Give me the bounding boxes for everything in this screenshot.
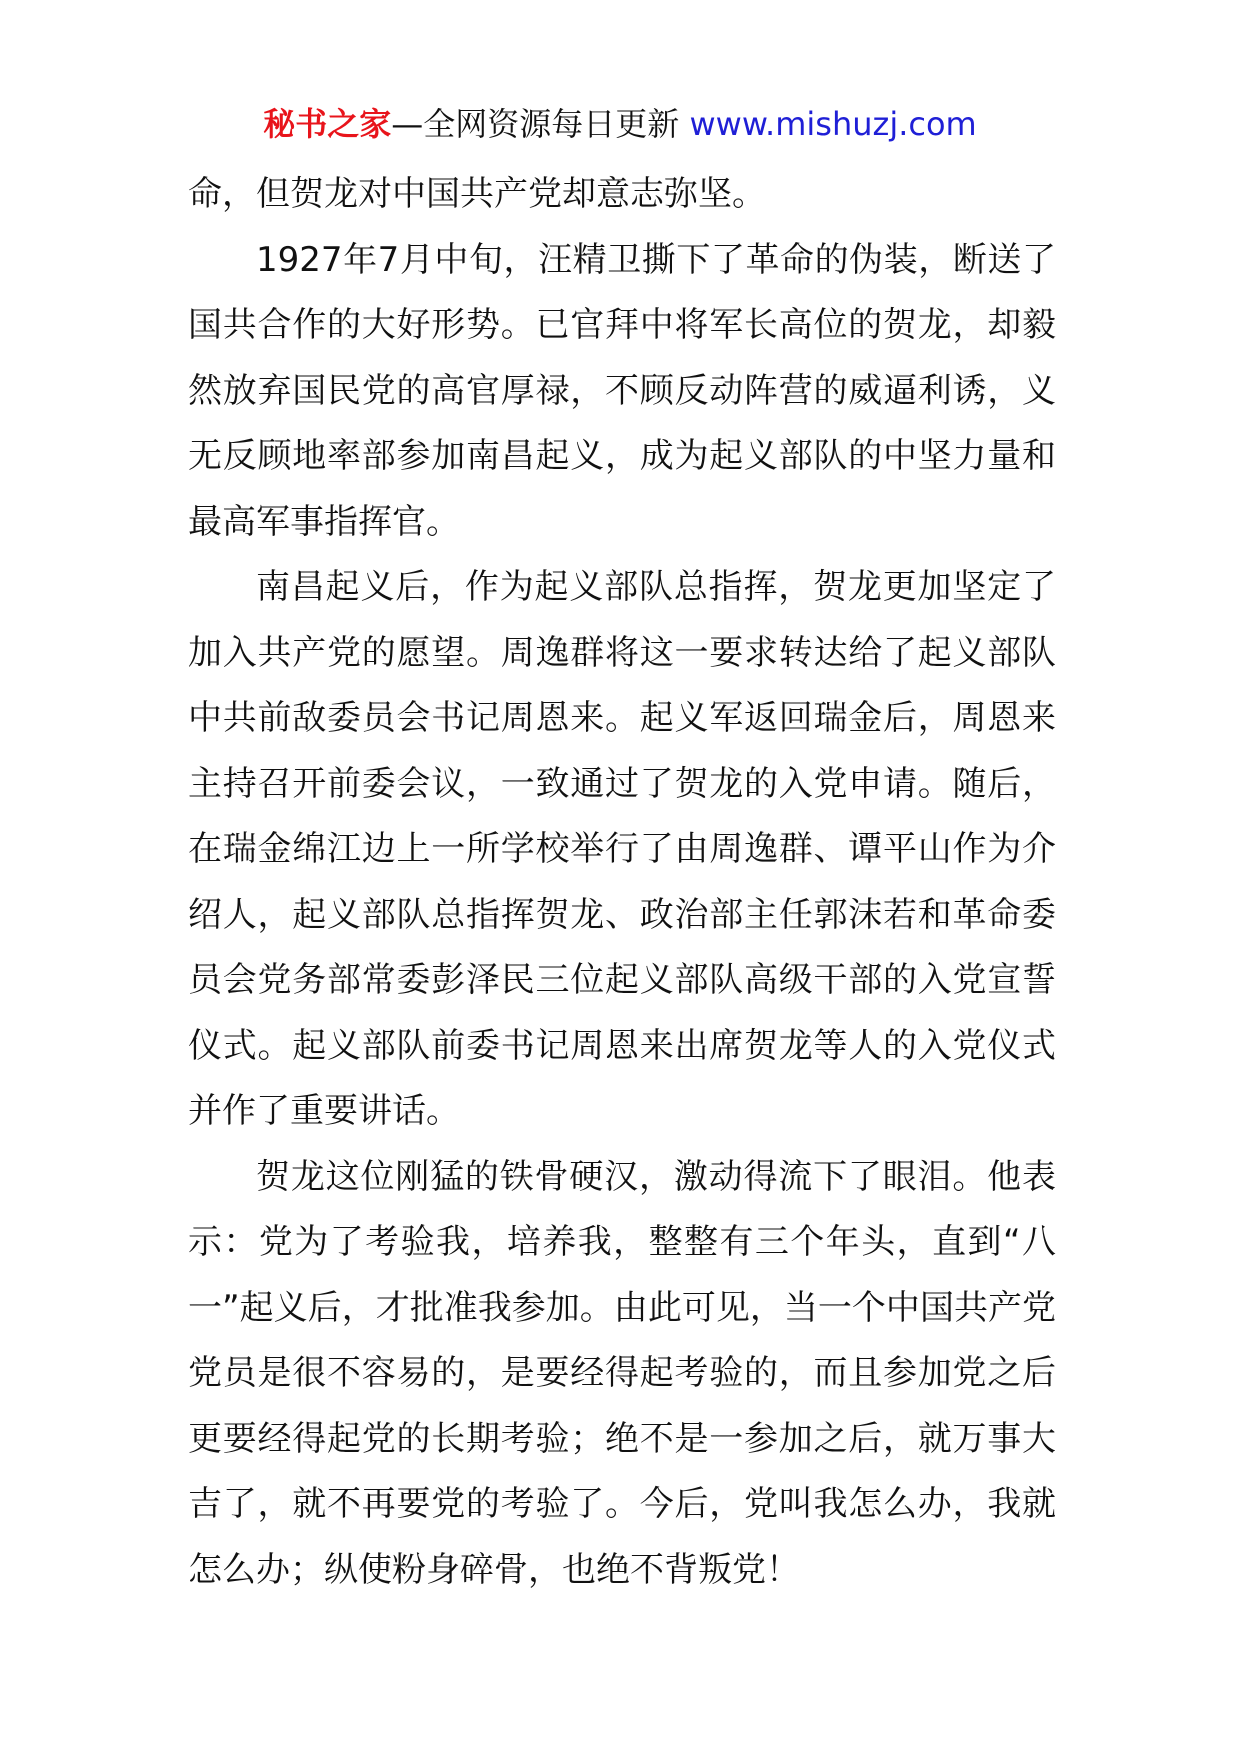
site-url-link[interactable]: www.mishuzj.com xyxy=(689,105,977,143)
brand-name: 秘书之家 xyxy=(263,105,392,143)
paragraph: 贺龙这位刚猛的铁骨硬汉，激动得流下了眼泪。他表示：党为了考验我，培养我，整整有三个年头，直到“八一”起义后，才批准我参加。由此可见，当一个中国共产党党员是很不容易的，是要经得起考验的，而且参加党之后更要经得起党的长期考验；绝不是一参加之后，就万事大吉了，就不再要党的考验了。今后，党叫我怎么办，我就怎么办；纵使粉身碎骨，也绝不背叛党！ xyxy=(188,1156,1056,1590)
paragraph-continued: 命，但贺龙对中国共产党却意志弥坚。 xyxy=(188,174,766,214)
page-header xyxy=(0,100,1240,148)
header-slogan: —全网资源每日更新 xyxy=(391,105,680,143)
paragraph: 南昌起义后，作为起义部队总指挥，贺龙更加坚定了加入共产党的愿望。周逸群将这一要求转达给了起义部队中共前敌委员会书记周恩来。起义军返回瑞金后，周恩来主持召开前委会议，一致通过了贺龙的入党申请。随后，在瑞金绵江边上一所学校举行了由周逸群、谭平山作为介绍人，起义部队总指挥贺龙、政治部主任郭沫若和革命委员会党务部常委彭泽民三位起义部队高级干部的入党宣誓仪式。起义部队前委书记周恩来出席贺龙等人的入党仪式并作了重要讲话。 xyxy=(188,567,1056,1131)
paragraph: 1927年7月中旬，汪精卫撕下了革命的伪装，断送了国共合作的大好形势。已官拜中将军长高位的贺龙，却毅然放弃国民党的高官厚禄，不顾反动阵营的威逼利诱，义无反顾地率部参加南昌起义，成为起义部队的中坚力量和最高军事指挥官。 xyxy=(188,239,1056,542)
document-body xyxy=(188,162,1056,1603)
